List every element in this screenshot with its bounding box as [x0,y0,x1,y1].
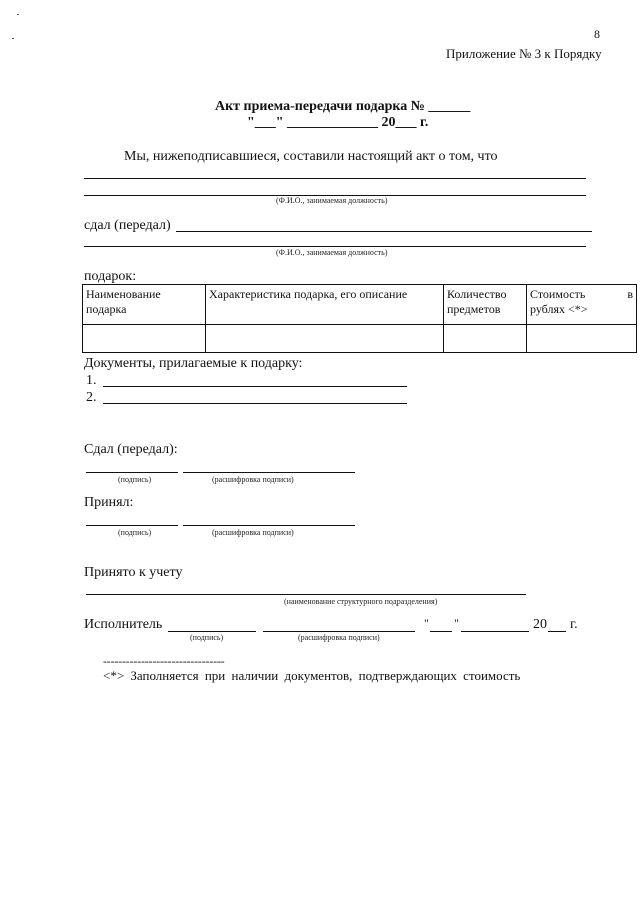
month-line [461,631,529,632]
table-header-row [83,285,637,325]
documents-label: Документы, прилагаемые к подарку: [84,356,303,371]
handed-over-label: Сдал (передал): [84,442,178,457]
table-cell[interactable] [83,325,206,353]
act-title: Акт приема-передачи подарка № ______ [215,99,471,114]
table-cell[interactable] [527,325,637,353]
decoding-caption: (расшифровка подписи) [212,475,294,484]
day-line [430,631,452,632]
table-cell[interactable] [206,325,444,353]
header-cost [527,285,637,325]
document-item-2: 2. [86,390,97,405]
signature-line [168,631,256,632]
table-cell[interactable] [444,325,527,353]
gift-label: подарок: [84,269,137,284]
fill-line [176,231,592,232]
document-item-1: 1. [86,373,97,388]
decoding-line [263,631,415,632]
executor-label: Исполнитель [84,617,163,632]
fill-line [84,178,586,179]
signature-line [86,472,178,473]
year-prefix: 20 [533,617,547,632]
received-label: Принял: [84,495,134,510]
decoding-caption: (расшифровка подписи) [212,528,294,537]
act-date-line: "___" _____________ 20___ г. [247,115,429,130]
signature-caption: (подпись) [118,528,152,537]
header-description: Характеристика подарка, его описание [206,285,444,325]
header-cost-word: Стоимость [530,287,586,301]
footnote-rule: -------------------------------- [103,654,225,668]
fio-caption: (Ф.И.О., занимаемая должность) [276,248,388,257]
fill-line [84,246,586,247]
decoding-caption: (расшифровка подписи) [298,633,380,642]
signature-caption: (подпись) [118,475,152,484]
table-row [83,325,637,353]
scan-speck [12,38,14,39]
accepted-label: Принято к учету [84,565,183,580]
handed-label: сдал (передал) [84,218,171,233]
header-cost-line2: рублях <*> [530,302,588,316]
scan-speck [17,14,19,15]
fio-caption: (Ф.И.О., занимаемая должность) [276,196,388,205]
decoding-line [183,472,355,473]
date-quote-close: " [454,616,459,630]
signature-line [86,525,178,526]
appendix-reference: Приложение № 3 к Порядку [446,46,602,61]
header-cost-tail: в [627,287,633,301]
intro-text: Мы, нижеподписавшиеся, составили настоящий акт о том, что [124,149,498,164]
unit-caption: (наименование структурного подразделения) [284,597,438,606]
fill-line [103,403,407,404]
decoding-line [183,525,355,526]
gift-table [82,284,637,353]
footnote-text: <*> Заполняется при наличии документов, подтверждающих стоимость [103,668,521,683]
fill-line [103,386,407,387]
unit-line [86,594,526,595]
year-line [548,631,566,632]
page-number: 8 [594,27,600,41]
signature-caption: (подпись) [190,633,224,642]
header-name: Наименование подарка [83,285,206,325]
year-suffix: г. [570,617,578,632]
header-quantity: Количество предметов [444,285,527,325]
date-quote-open: " [424,616,429,630]
